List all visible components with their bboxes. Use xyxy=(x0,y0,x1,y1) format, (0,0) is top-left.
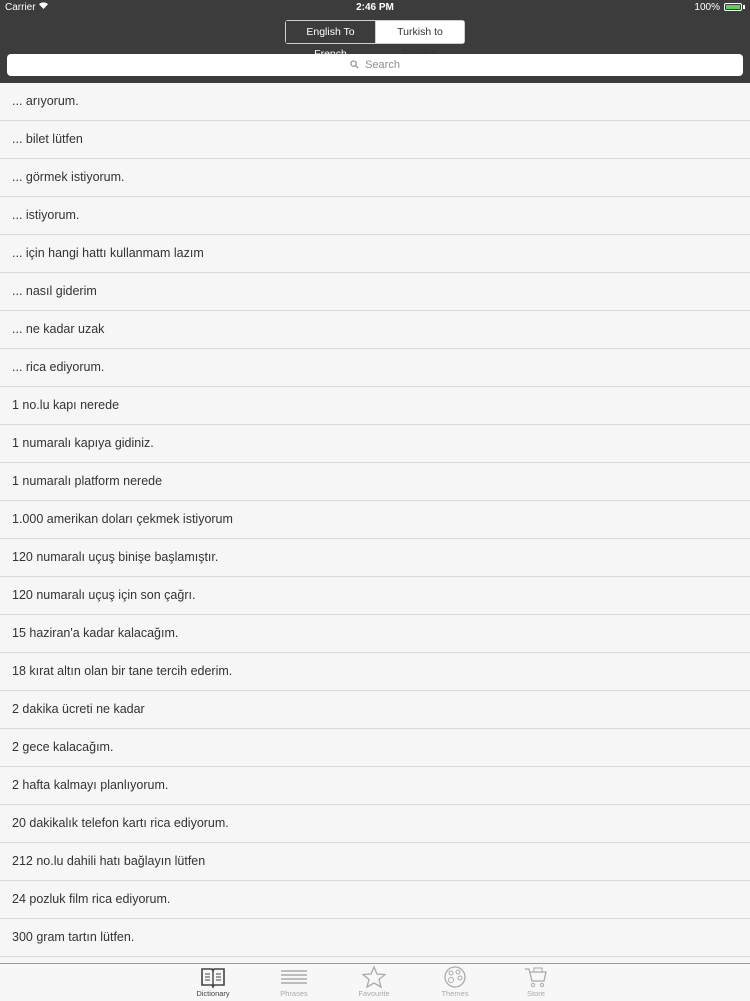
list-item[interactable]: ... arıyorum. xyxy=(0,83,750,121)
list-item[interactable]: 1 no.lu kapı nerede xyxy=(0,387,750,425)
list-item[interactable]: 120 numaralı uçuş için son çağrı. xyxy=(0,577,750,615)
tab-favourite[interactable] xyxy=(339,966,409,998)
list-item[interactable]: 2 hafta kalmayı planlıyorum. xyxy=(0,767,750,805)
status-time: 2:46 PM xyxy=(356,2,394,13)
phrase-list xyxy=(0,83,750,963)
list-item[interactable]: 15 haziran'a kadar kalacağım. xyxy=(0,615,750,653)
tab-label: Dictionary xyxy=(196,989,230,998)
tab-bar xyxy=(0,963,750,1001)
list-item[interactable]: 1 numaralı platform nerede xyxy=(0,463,750,501)
list-item[interactable]: 1 numaralı kapıya gidiniz. xyxy=(0,425,750,463)
list-item[interactable]: 2 gece kalacağım. xyxy=(0,729,750,767)
list-item[interactable]: ... nasıl giderim xyxy=(0,273,750,311)
carrier-label: Carrier xyxy=(5,2,36,13)
segment-turkish-to-english[interactable]: Turkish to xyxy=(376,21,464,43)
list-item[interactable]: ... görmek istiyorum. xyxy=(0,159,750,197)
book-icon xyxy=(200,966,226,988)
tab-label: Favourite xyxy=(358,989,390,998)
status-bar xyxy=(0,0,750,16)
list-item[interactable]: 24 pozluk film rica ediyorum. xyxy=(0,881,750,919)
list-item[interactable]: ... istiyorum. xyxy=(0,197,750,235)
star-icon xyxy=(361,966,387,988)
palette-icon xyxy=(442,966,468,988)
list-item[interactable]: 212 no.lu dahili hatı bağlayın lütfen xyxy=(0,843,750,881)
list-item[interactable]: 18 kırat altın olan bir tane tercih ederim. xyxy=(0,653,750,691)
tab-store[interactable] xyxy=(501,966,571,998)
cart-icon xyxy=(523,966,549,988)
battery-tip xyxy=(743,5,745,9)
tab-label: Themes xyxy=(441,989,469,998)
list-item[interactable]: 120 numaralı uçuş binişe başlamıştır. xyxy=(0,539,750,577)
search-placeholder: Search xyxy=(365,59,400,71)
top-bar xyxy=(0,0,750,83)
segment-english-to-french[interactable]: English To xyxy=(286,21,376,43)
list-item[interactable]: ... için hangi hattı kullanmam lazım xyxy=(0,235,750,273)
list-item[interactable]: 300 gram tartın lütfen. xyxy=(0,919,750,957)
search-icon xyxy=(350,59,362,71)
tab-phrases[interactable] xyxy=(259,966,329,998)
list-item[interactable]: ... bilet lütfen xyxy=(0,121,750,159)
list-item[interactable]: ... rica ediyorum. xyxy=(0,349,750,387)
tab-label: Phrases xyxy=(280,989,308,998)
list-item[interactable]: 2 dakika ücreti ne kadar xyxy=(0,691,750,729)
tab-label: Store xyxy=(527,989,545,998)
language-segmented-control xyxy=(285,20,465,44)
list-item[interactable]: 20 dakikalık telefon kartı rica ediyorum. xyxy=(0,805,750,843)
list-item[interactable]: 1.000 amerikan doları çekmek istiyorum xyxy=(0,501,750,539)
tab-dictionary[interactable] xyxy=(178,966,248,998)
tab-themes[interactable] xyxy=(420,966,490,998)
lines-icon xyxy=(279,966,309,988)
search-input[interactable] xyxy=(7,54,743,76)
battery-icon xyxy=(724,3,742,11)
battery-percent: 100% xyxy=(694,2,720,13)
list-item[interactable]: ... ne kadar uzak xyxy=(0,311,750,349)
